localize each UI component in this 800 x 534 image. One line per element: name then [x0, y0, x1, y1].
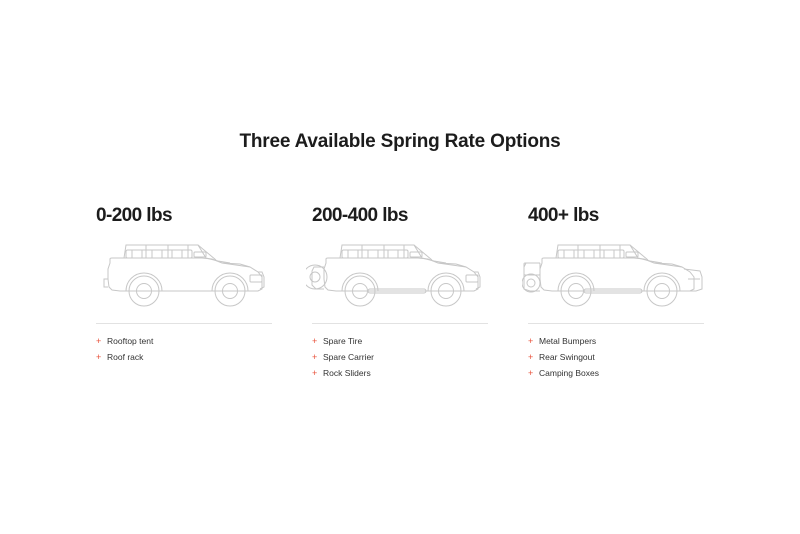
- spring-rate-columns: [80, 205, 728, 382]
- plus-icon: +: [312, 336, 318, 346]
- feature-label: Metal Bumpers: [539, 336, 597, 346]
- list-item: [312, 350, 504, 365]
- feature-list: [296, 334, 504, 381]
- plus-icon: +: [528, 336, 534, 346]
- list-item: [528, 350, 720, 365]
- column-divider: [312, 323, 488, 324]
- spring-rate-option-0: [80, 205, 296, 382]
- plus-icon: +: [528, 352, 534, 362]
- option-heading: 0-200 lbs: [96, 205, 172, 226]
- column-divider: [96, 323, 272, 324]
- feature-label: Camping Boxes: [539, 368, 600, 378]
- plus-icon: +: [312, 352, 318, 362]
- feature-list: [80, 334, 288, 365]
- spring-rate-option-2: [512, 205, 728, 382]
- list-item: [312, 334, 504, 349]
- feature-label: Spare Tire: [323, 336, 363, 346]
- list-item: [96, 334, 288, 349]
- list-item: [528, 334, 720, 349]
- plus-icon: +: [312, 368, 318, 378]
- list-item: [312, 366, 504, 381]
- feature-list: [512, 334, 720, 381]
- option-heading: 400+ lbs: [528, 205, 599, 226]
- list-item: [528, 366, 720, 381]
- list-item: [96, 350, 288, 365]
- feature-label: Rooftop tent: [107, 336, 154, 346]
- feature-label: Roof rack: [107, 352, 144, 362]
- spring-rate-option-1: [296, 205, 512, 382]
- feature-label: Rock Sliders: [323, 368, 371, 378]
- plus-icon: +: [528, 368, 534, 378]
- feature-label: Rear Swingout: [539, 352, 595, 362]
- plus-icon: +: [96, 352, 102, 362]
- suv-with-rear-swingout-illustration: [522, 233, 720, 319]
- suv-with-roof-rack-illustration: [90, 233, 288, 319]
- page-title: Three Available Spring Rate Options: [239, 131, 561, 152]
- option-heading: 200-400 lbs: [312, 205, 408, 226]
- feature-label: Spare Carrier: [323, 352, 375, 362]
- column-divider: [528, 323, 704, 324]
- plus-icon: +: [96, 336, 102, 346]
- suv-with-spare-tire-illustration: [306, 233, 504, 319]
